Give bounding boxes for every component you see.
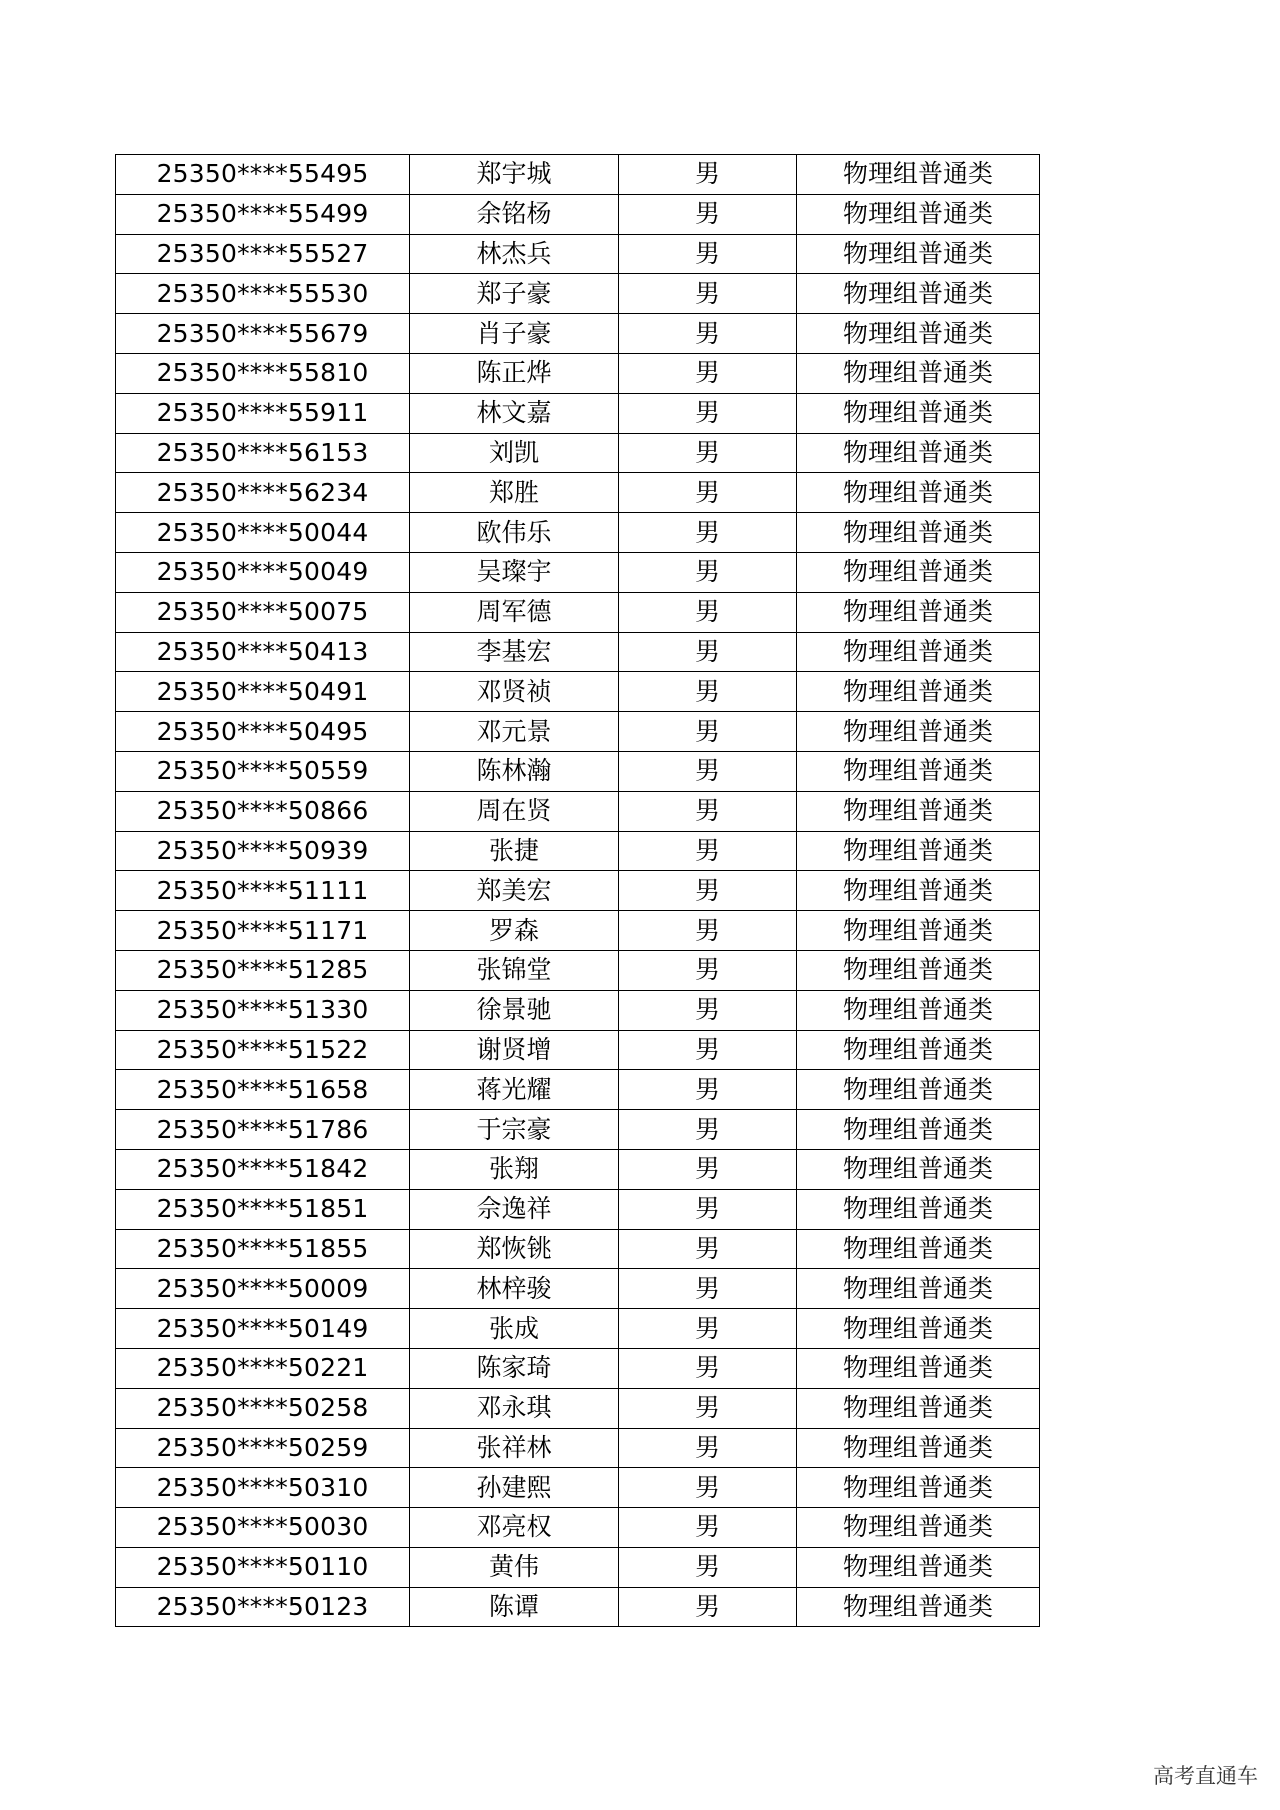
gender-cell: 男 bbox=[619, 1348, 797, 1388]
table-row bbox=[116, 1587, 1040, 1627]
student-name-cell: 陈正烨 bbox=[410, 353, 619, 393]
category-cell: 物理组普通类 bbox=[797, 1269, 1040, 1309]
exam-id-cell: 25350****56234 bbox=[116, 473, 410, 513]
category-cell: 物理组普通类 bbox=[797, 393, 1040, 433]
category-cell: 物理组普通类 bbox=[797, 314, 1040, 354]
category-cell: 物理组普通类 bbox=[797, 155, 1040, 195]
exam-id-cell: 25350****50009 bbox=[116, 1269, 410, 1309]
gender-cell: 男 bbox=[619, 831, 797, 871]
table-row bbox=[116, 990, 1040, 1030]
gender-cell: 男 bbox=[619, 1508, 797, 1548]
table-row bbox=[116, 751, 1040, 791]
table-row bbox=[116, 1388, 1040, 1428]
student-name-cell: 郑胜 bbox=[410, 473, 619, 513]
category-cell: 物理组普通类 bbox=[797, 194, 1040, 234]
exam-id-cell: 25350****50075 bbox=[116, 592, 410, 632]
exam-id-cell: 25350****55495 bbox=[116, 155, 410, 195]
table-row bbox=[116, 1348, 1040, 1388]
exam-id-cell: 25350****50491 bbox=[116, 672, 410, 712]
table-row bbox=[116, 1110, 1040, 1150]
student-name-cell: 张祥林 bbox=[410, 1428, 619, 1468]
exam-id-cell: 25350****55810 bbox=[116, 353, 410, 393]
student-name-cell: 黄伟 bbox=[410, 1547, 619, 1587]
gender-cell: 男 bbox=[619, 314, 797, 354]
table-row bbox=[116, 1428, 1040, 1468]
gender-cell: 男 bbox=[619, 1110, 797, 1150]
exam-id-cell: 25350****56153 bbox=[116, 433, 410, 473]
table-row bbox=[116, 234, 1040, 274]
table-row bbox=[116, 155, 1040, 195]
exam-id-cell: 25350****51855 bbox=[116, 1229, 410, 1269]
exam-id-cell: 25350****55911 bbox=[116, 393, 410, 433]
gender-cell: 男 bbox=[619, 751, 797, 791]
table-row bbox=[116, 393, 1040, 433]
table-row bbox=[116, 632, 1040, 672]
gender-cell: 男 bbox=[619, 1269, 797, 1309]
gender-cell: 男 bbox=[619, 1309, 797, 1349]
student-name-cell: 刘凯 bbox=[410, 433, 619, 473]
gender-cell: 男 bbox=[619, 672, 797, 712]
exam-id-cell: 25350****51330 bbox=[116, 990, 410, 1030]
gender-cell: 男 bbox=[619, 1149, 797, 1189]
category-cell: 物理组普通类 bbox=[797, 712, 1040, 752]
gender-cell: 男 bbox=[619, 592, 797, 632]
table-row bbox=[116, 513, 1040, 553]
exam-id-cell: 25350****50110 bbox=[116, 1547, 410, 1587]
student-name-cell: 林文嘉 bbox=[410, 393, 619, 433]
exam-id-cell: 25350****50866 bbox=[116, 791, 410, 831]
student-name-cell: 李基宏 bbox=[410, 632, 619, 672]
category-cell: 物理组普通类 bbox=[797, 552, 1040, 592]
gender-cell: 男 bbox=[619, 791, 797, 831]
exam-id-cell: 25350****50413 bbox=[116, 632, 410, 672]
table-row bbox=[116, 1269, 1040, 1309]
exam-id-cell: 25350****55527 bbox=[116, 234, 410, 274]
table-row bbox=[116, 672, 1040, 712]
watermark-text: 高考直通车 bbox=[1153, 1764, 1258, 1788]
gender-cell: 男 bbox=[619, 393, 797, 433]
gender-cell: 男 bbox=[619, 473, 797, 513]
gender-cell: 男 bbox=[619, 433, 797, 473]
category-cell: 物理组普通类 bbox=[797, 433, 1040, 473]
student-name-cell: 邓亮权 bbox=[410, 1508, 619, 1548]
category-cell: 物理组普通类 bbox=[797, 791, 1040, 831]
category-cell: 物理组普通类 bbox=[797, 274, 1040, 314]
table-row bbox=[116, 831, 1040, 871]
table-row bbox=[116, 1508, 1040, 1548]
category-cell: 物理组普通类 bbox=[797, 1309, 1040, 1349]
student-name-cell: 邓贤祯 bbox=[410, 672, 619, 712]
student-name-cell: 罗森 bbox=[410, 911, 619, 951]
category-cell: 物理组普通类 bbox=[797, 1070, 1040, 1110]
exam-id-cell: 25350****55530 bbox=[116, 274, 410, 314]
category-cell: 物理组普通类 bbox=[797, 1030, 1040, 1070]
exam-id-cell: 25350****51786 bbox=[116, 1110, 410, 1150]
exam-id-cell: 25350****50049 bbox=[116, 552, 410, 592]
student-name-cell: 张翔 bbox=[410, 1149, 619, 1189]
exam-id-cell: 25350****50030 bbox=[116, 1508, 410, 1548]
gender-cell: 男 bbox=[619, 911, 797, 951]
exam-id-cell: 25350****50258 bbox=[116, 1388, 410, 1428]
gender-cell: 男 bbox=[619, 1547, 797, 1587]
exam-id-cell: 25350****50559 bbox=[116, 751, 410, 791]
table-row bbox=[116, 1149, 1040, 1189]
exam-id-cell: 25350****50123 bbox=[116, 1587, 410, 1627]
exam-id-cell: 25350****51522 bbox=[116, 1030, 410, 1070]
category-cell: 物理组普通类 bbox=[797, 911, 1040, 951]
exam-id-cell: 25350****51111 bbox=[116, 871, 410, 911]
category-cell: 物理组普通类 bbox=[797, 1149, 1040, 1189]
student-name-cell: 张成 bbox=[410, 1309, 619, 1349]
student-name-cell: 林杰兵 bbox=[410, 234, 619, 274]
student-name-cell: 陈林瀚 bbox=[410, 751, 619, 791]
gender-cell: 男 bbox=[619, 990, 797, 1030]
gender-cell: 男 bbox=[619, 712, 797, 752]
student-name-cell: 张捷 bbox=[410, 831, 619, 871]
exam-id-cell: 25350****55499 bbox=[116, 194, 410, 234]
gender-cell: 男 bbox=[619, 1030, 797, 1070]
student-name-cell: 郑宇城 bbox=[410, 155, 619, 195]
category-cell: 物理组普通类 bbox=[797, 473, 1040, 513]
exam-id-cell: 25350****50149 bbox=[116, 1309, 410, 1349]
gender-cell: 男 bbox=[619, 513, 797, 553]
category-cell: 物理组普通类 bbox=[797, 234, 1040, 274]
student-name-cell: 张锦堂 bbox=[410, 950, 619, 990]
student-name-cell: 周军德 bbox=[410, 592, 619, 632]
category-cell: 物理组普通类 bbox=[797, 1229, 1040, 1269]
student-name-cell: 孙建熙 bbox=[410, 1468, 619, 1508]
exam-id-cell: 25350****51285 bbox=[116, 950, 410, 990]
student-name-cell: 欧伟乐 bbox=[410, 513, 619, 553]
student-name-cell: 陈家琦 bbox=[410, 1348, 619, 1388]
gender-cell: 男 bbox=[619, 194, 797, 234]
student-name-cell: 邓永琪 bbox=[410, 1388, 619, 1428]
table-row bbox=[116, 473, 1040, 513]
category-cell: 物理组普通类 bbox=[797, 1587, 1040, 1627]
category-cell: 物理组普通类 bbox=[797, 353, 1040, 393]
exam-id-cell: 25350****51842 bbox=[116, 1149, 410, 1189]
gender-cell: 男 bbox=[619, 1468, 797, 1508]
gender-cell: 男 bbox=[619, 552, 797, 592]
gender-cell: 男 bbox=[619, 1428, 797, 1468]
exam-id-cell: 25350****50259 bbox=[116, 1428, 410, 1468]
category-cell: 物理组普通类 bbox=[797, 1428, 1040, 1468]
table-row bbox=[116, 950, 1040, 990]
category-cell: 物理组普通类 bbox=[797, 1189, 1040, 1229]
gender-cell: 男 bbox=[619, 155, 797, 195]
table-row bbox=[116, 1229, 1040, 1269]
category-cell: 物理组普通类 bbox=[797, 672, 1040, 712]
exam-id-cell: 25350****51851 bbox=[116, 1189, 410, 1229]
roster-body bbox=[116, 155, 1040, 1627]
gender-cell: 男 bbox=[619, 1229, 797, 1269]
student-name-cell: 林梓骏 bbox=[410, 1269, 619, 1309]
gender-cell: 男 bbox=[619, 1189, 797, 1229]
table-row bbox=[116, 433, 1040, 473]
category-cell: 物理组普通类 bbox=[797, 1547, 1040, 1587]
table-row bbox=[116, 1309, 1040, 1349]
exam-id-cell: 25350****50044 bbox=[116, 513, 410, 553]
category-cell: 物理组普通类 bbox=[797, 1388, 1040, 1428]
gender-cell: 男 bbox=[619, 353, 797, 393]
student-name-cell: 邓元景 bbox=[410, 712, 619, 752]
student-name-cell: 陈谭 bbox=[410, 1587, 619, 1627]
category-cell: 物理组普通类 bbox=[797, 831, 1040, 871]
gender-cell: 男 bbox=[619, 1388, 797, 1428]
exam-id-cell: 25350****55679 bbox=[116, 314, 410, 354]
table-row bbox=[116, 871, 1040, 911]
category-cell: 物理组普通类 bbox=[797, 1348, 1040, 1388]
exam-id-cell: 25350****51658 bbox=[116, 1070, 410, 1110]
student-name-cell: 郑美宏 bbox=[410, 871, 619, 911]
gender-cell: 男 bbox=[619, 1070, 797, 1110]
student-name-cell: 郑恢铫 bbox=[410, 1229, 619, 1269]
category-cell: 物理组普通类 bbox=[797, 1468, 1040, 1508]
table-row bbox=[116, 314, 1040, 354]
student-name-cell: 蒋光耀 bbox=[410, 1070, 619, 1110]
table-row bbox=[116, 552, 1040, 592]
gender-cell: 男 bbox=[619, 950, 797, 990]
table-row bbox=[116, 1547, 1040, 1587]
table-row bbox=[116, 194, 1040, 234]
table-row bbox=[116, 911, 1040, 951]
student-name-cell: 周在贤 bbox=[410, 791, 619, 831]
student-name-cell: 余铭杨 bbox=[410, 194, 619, 234]
table-row bbox=[116, 274, 1040, 314]
exam-id-cell: 25350****51171 bbox=[116, 911, 410, 951]
student-name-cell: 徐景驰 bbox=[410, 990, 619, 1030]
student-name-cell: 吴璨宇 bbox=[410, 552, 619, 592]
exam-id-cell: 25350****50495 bbox=[116, 712, 410, 752]
student-name-cell: 谢贤增 bbox=[410, 1030, 619, 1070]
category-cell: 物理组普通类 bbox=[797, 871, 1040, 911]
category-cell: 物理组普通类 bbox=[797, 751, 1040, 791]
gender-cell: 男 bbox=[619, 274, 797, 314]
student-name-cell: 肖子豪 bbox=[410, 314, 619, 354]
student-name-cell: 佘逸祥 bbox=[410, 1189, 619, 1229]
student-name-cell: 于宗豪 bbox=[410, 1110, 619, 1150]
table-row bbox=[116, 592, 1040, 632]
table-row bbox=[116, 791, 1040, 831]
table-row bbox=[116, 1030, 1040, 1070]
category-cell: 物理组普通类 bbox=[797, 592, 1040, 632]
category-cell: 物理组普通类 bbox=[797, 1110, 1040, 1150]
category-cell: 物理组普通类 bbox=[797, 513, 1040, 553]
gender-cell: 男 bbox=[619, 871, 797, 911]
exam-id-cell: 25350****50310 bbox=[116, 1468, 410, 1508]
table-row bbox=[116, 1468, 1040, 1508]
student-roster-table bbox=[115, 154, 1040, 1627]
exam-id-cell: 25350****50939 bbox=[116, 831, 410, 871]
category-cell: 物理组普通类 bbox=[797, 632, 1040, 672]
gender-cell: 男 bbox=[619, 234, 797, 274]
table-row bbox=[116, 353, 1040, 393]
category-cell: 物理组普通类 bbox=[797, 990, 1040, 1030]
table-row bbox=[116, 1070, 1040, 1110]
gender-cell: 男 bbox=[619, 1587, 797, 1627]
category-cell: 物理组普通类 bbox=[797, 1508, 1040, 1548]
exam-id-cell: 25350****50221 bbox=[116, 1348, 410, 1388]
gender-cell: 男 bbox=[619, 632, 797, 672]
table-row bbox=[116, 712, 1040, 752]
student-name-cell: 郑子豪 bbox=[410, 274, 619, 314]
category-cell: 物理组普通类 bbox=[797, 950, 1040, 990]
table-row bbox=[116, 1189, 1040, 1229]
